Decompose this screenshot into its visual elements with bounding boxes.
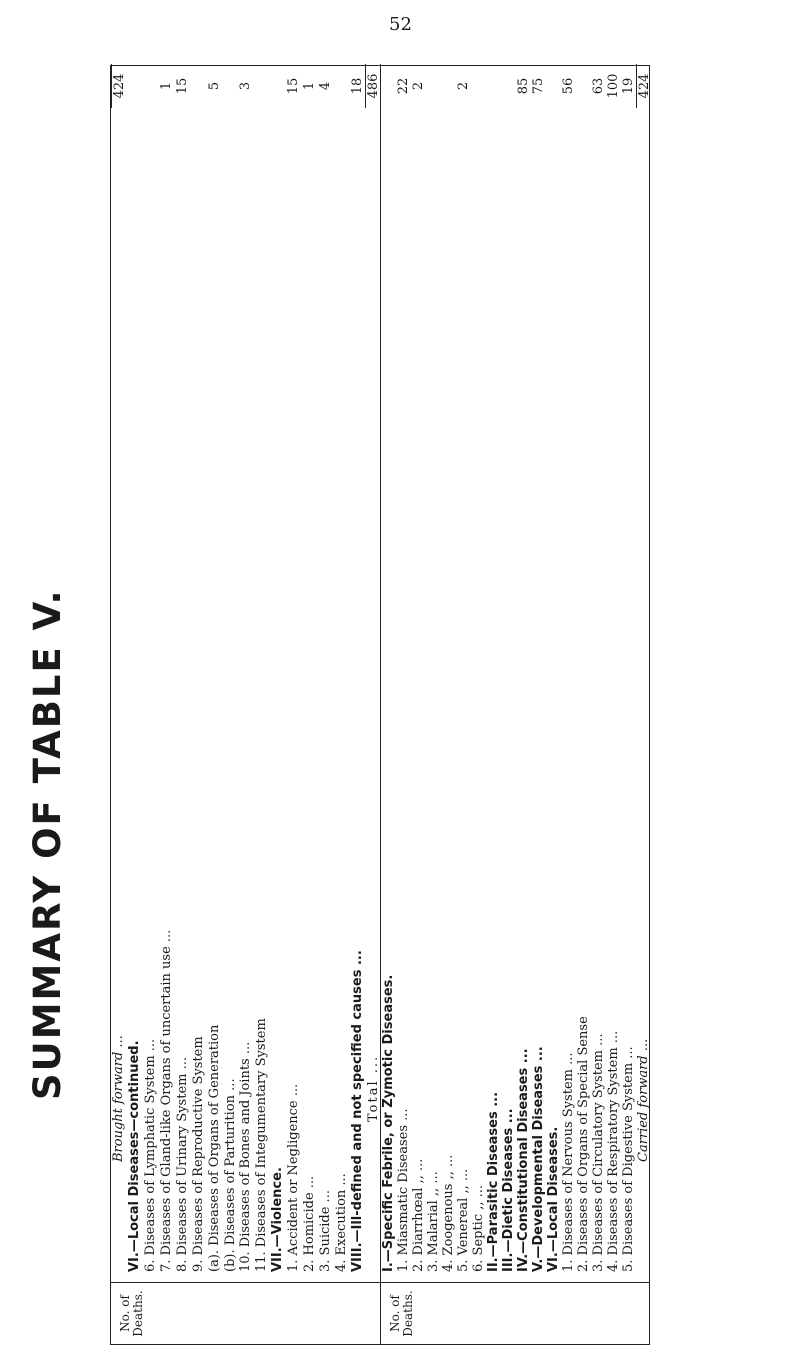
table-row: [561, 64, 576, 1282]
table-row: [636, 64, 651, 1282]
row-value: 424: [636, 64, 652, 108]
deaths-header-right: [111, 1282, 380, 1344]
table-row: [576, 64, 591, 1282]
row-value: 18: [349, 77, 365, 95]
table-row: [546, 64, 561, 1282]
table-row: [486, 64, 501, 1282]
table-row: [471, 64, 486, 1282]
row-value: 4: [317, 81, 333, 91]
table-row: [531, 64, 546, 1282]
row-label: 2. Diseases of Organs of Special Sense: [576, 1016, 591, 1272]
row-value: 100: [606, 73, 621, 99]
row-label: 1. Miasmatic Diseases ...: [396, 1108, 411, 1272]
row-label: 1. Diseases of Nervous System ...: [561, 1052, 576, 1272]
table-row: [254, 64, 270, 1282]
row-label: 3. Suicide ...: [317, 1190, 333, 1272]
table-row: [591, 64, 606, 1282]
table-row: [270, 64, 286, 1282]
row-value: 15: [286, 77, 302, 95]
row-label: VII.—Violence.: [270, 1167, 286, 1272]
row-label: VI.—Local Diseases.: [546, 1126, 561, 1272]
row-label: III.—Dietic Diseases ...: [501, 1108, 516, 1272]
table-row: [411, 64, 426, 1282]
row-label: 5. Diseases of Digestive System ...: [621, 1046, 636, 1272]
table-row: [111, 64, 127, 1282]
row-value: 22: [396, 77, 411, 95]
table-row: [621, 64, 636, 1282]
table-row: [606, 64, 621, 1282]
row-label: II.—Parasitic Diseases ...: [486, 1091, 501, 1272]
table-row: [127, 64, 143, 1282]
row-value: 56: [561, 77, 576, 95]
row-value: 75: [531, 77, 546, 95]
row-label: Total ...: [365, 1054, 381, 1122]
row-label: 2. Diarrhœal ,, ...: [411, 1158, 426, 1272]
table-row: [159, 64, 175, 1282]
row-label: 7. Diseases of Gland-like Organs of uncertain use ...: [159, 929, 175, 1272]
table-row: [317, 64, 333, 1282]
row-label: 4. Diseases of Respiratory System ...: [606, 1030, 621, 1272]
row-value: 5: [206, 81, 222, 91]
table-row: [516, 64, 531, 1282]
row-value: 3: [238, 81, 254, 91]
row-label: 3. Malarial ,, ...: [426, 1171, 441, 1272]
row-value: 486: [365, 64, 381, 108]
table-row: [238, 64, 254, 1282]
table-row: [349, 64, 365, 1282]
row-value: 85: [516, 77, 531, 95]
row-value: 2: [456, 81, 471, 91]
row-label: 6. Diseases of Lymphatic System ...: [143, 1038, 159, 1272]
table-row: [501, 64, 516, 1282]
row-label: 1. Accident or Negligence ...: [286, 1083, 302, 1272]
table-row: [381, 64, 396, 1282]
table-row: [396, 64, 411, 1282]
deaths-header-label: No. of Deaths.: [118, 1290, 145, 1337]
page-title: SUMMARY OF TABLE V.: [26, 588, 69, 1100]
table-row: [286, 64, 302, 1282]
row-label: (a). Diseases of Organs of Generation: [206, 1024, 222, 1272]
table-row: [222, 64, 238, 1282]
page-number: 52: [389, 14, 412, 35]
summary-table: [110, 65, 650, 1345]
row-label: 2. Homicide ...: [302, 1175, 318, 1272]
row-label: 10. Diseases of Bones and Joints ...: [238, 1041, 254, 1272]
row-label: IV.—Constitutional Diseases ...: [516, 1048, 531, 1272]
row-value: 1: [159, 81, 175, 91]
row-label: 3. Diseases of Circulatory System ...: [591, 1033, 606, 1272]
deaths-header-left: [381, 1282, 649, 1344]
row-label: 5. Venereal ,, ...: [456, 1168, 471, 1272]
left-section: [380, 64, 652, 1344]
table-row: [441, 64, 456, 1282]
row-label: 6. Septic ,, ...: [471, 1184, 486, 1272]
row-label: 11. Diseases of Integumentary System: [254, 1018, 270, 1272]
right-section: [111, 64, 380, 1344]
row-label: I.—Specific Febrile, or Zymotic Diseases.: [381, 974, 396, 1272]
row-label: 4. Zoogenous ,, ...: [441, 1154, 456, 1272]
deaths-header-label: No. of Deaths.: [388, 1290, 415, 1337]
table-row: [175, 64, 191, 1282]
table-row: [365, 64, 381, 1282]
row-label: VIII.—Ill-defined and not specified causes ...: [349, 950, 365, 1272]
table-row: [302, 64, 318, 1282]
row-label: (b). Diseases of Parturition ...: [222, 1078, 238, 1272]
table-row: [456, 64, 471, 1282]
left-rows: [381, 73, 652, 1282]
row-label: Brought forward ...: [111, 1035, 127, 1162]
table-row: [206, 64, 222, 1282]
row-value: 15: [174, 77, 190, 95]
row-label: V.—Developmental Diseases ...: [531, 1046, 546, 1272]
table-row: [143, 64, 159, 1282]
right-rows: [111, 73, 382, 1282]
row-label: 9. Diseases of Reproductive System: [190, 1036, 206, 1272]
row-label: 4. Execution ...: [333, 1173, 349, 1272]
row-label: Carried forward ...: [636, 1038, 651, 1162]
table-row: [426, 64, 441, 1282]
table-row: [333, 64, 349, 1282]
row-value: 63: [591, 77, 606, 95]
row-label: 8. Diseases of Urinary System ...: [174, 1056, 190, 1272]
row-value: 1: [302, 81, 318, 91]
row-label: VI.—Local Diseases—continued.: [127, 1040, 143, 1272]
row-value: 19: [621, 77, 636, 95]
row-value: 2: [411, 81, 426, 91]
table-row: [190, 64, 206, 1282]
row-value: 424: [111, 64, 127, 108]
